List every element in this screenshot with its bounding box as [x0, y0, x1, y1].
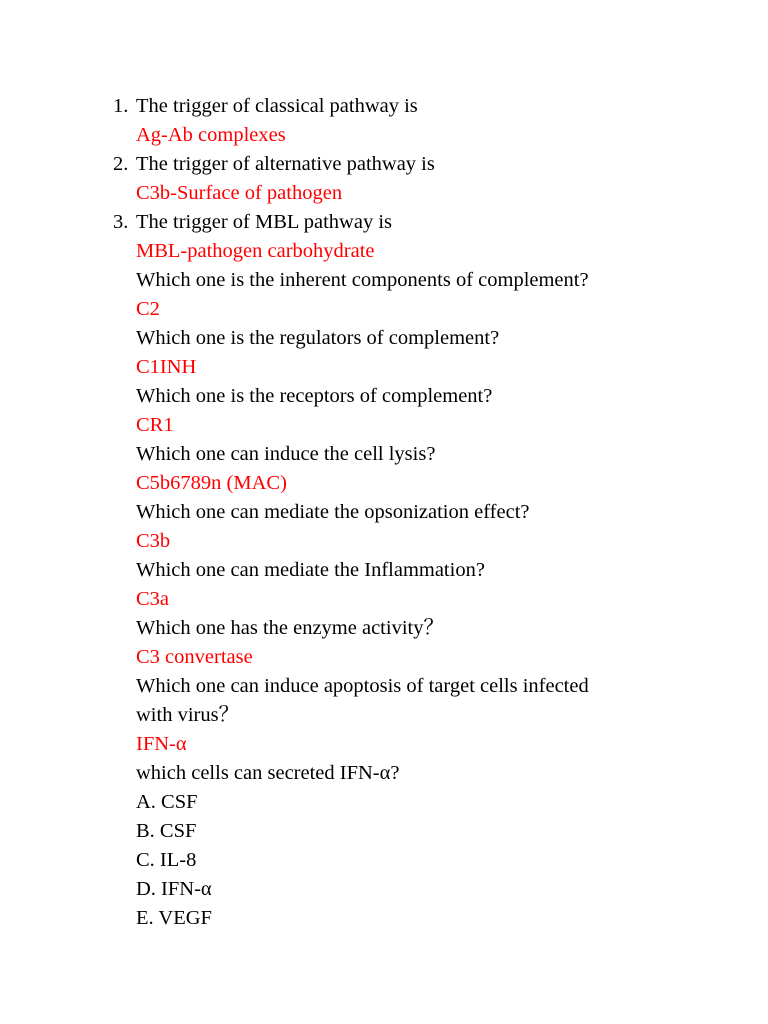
option-e: E. VEGF [136, 907, 212, 929]
answer-3: MBL-pathogen carbohydrate [136, 240, 375, 262]
question-9: Which one can mediate the Inflammation? [136, 559, 485, 581]
question-11: Which one can induce apoptosis of target cells infected [136, 675, 589, 697]
question-text: The trigger of classical pathway is [136, 95, 418, 117]
question-number: 1. [113, 95, 129, 117]
option-b: B. CSF [136, 820, 197, 842]
question-number: 3. [113, 211, 129, 233]
question-5: Which one is the regulators of complement? [136, 327, 500, 349]
question-6: Which one is the receptors of complement? [136, 385, 493, 407]
question-8: Which one can mediate the opsonization effect? [136, 501, 530, 523]
answer-2: C3b-Surface of pathogen [136, 182, 343, 204]
answer-8: C3b [136, 530, 171, 552]
answer-4: C2 [136, 298, 160, 320]
answer-9: C3a [136, 588, 170, 610]
answer-1: Ag-Ab complexes [136, 124, 286, 146]
question-7: Which one can induce the cell lysis? [136, 443, 436, 465]
question-11-continued: with virus？ [136, 704, 240, 726]
question-12: which cells can secreted IFN-α? [136, 762, 400, 784]
question-2 [0, 150, 768, 179]
answer-6: CR1 [136, 414, 174, 436]
question-text: The trigger of alternative pathway is [136, 153, 435, 175]
question-4: Which one is the inherent components of complement? [136, 269, 589, 291]
option-c: C. IL-8 [136, 849, 197, 871]
question-10: Which one has the enzyme activity？ [136, 617, 444, 639]
option-a: A. CSF [136, 791, 198, 813]
answer-5: C1INH [136, 356, 197, 378]
answer-7: C5b6789n (MAC) [136, 472, 287, 494]
answer-11: IFN-α [136, 733, 187, 755]
question-text: The trigger of MBL pathway is [136, 211, 392, 233]
quiz-content [0, 92, 768, 933]
question-3 [0, 208, 768, 237]
question-number: 2. [113, 153, 129, 175]
question-1 [0, 92, 768, 121]
answer-10: C3 convertase [136, 646, 253, 668]
option-d: D. IFN-α [136, 878, 212, 900]
